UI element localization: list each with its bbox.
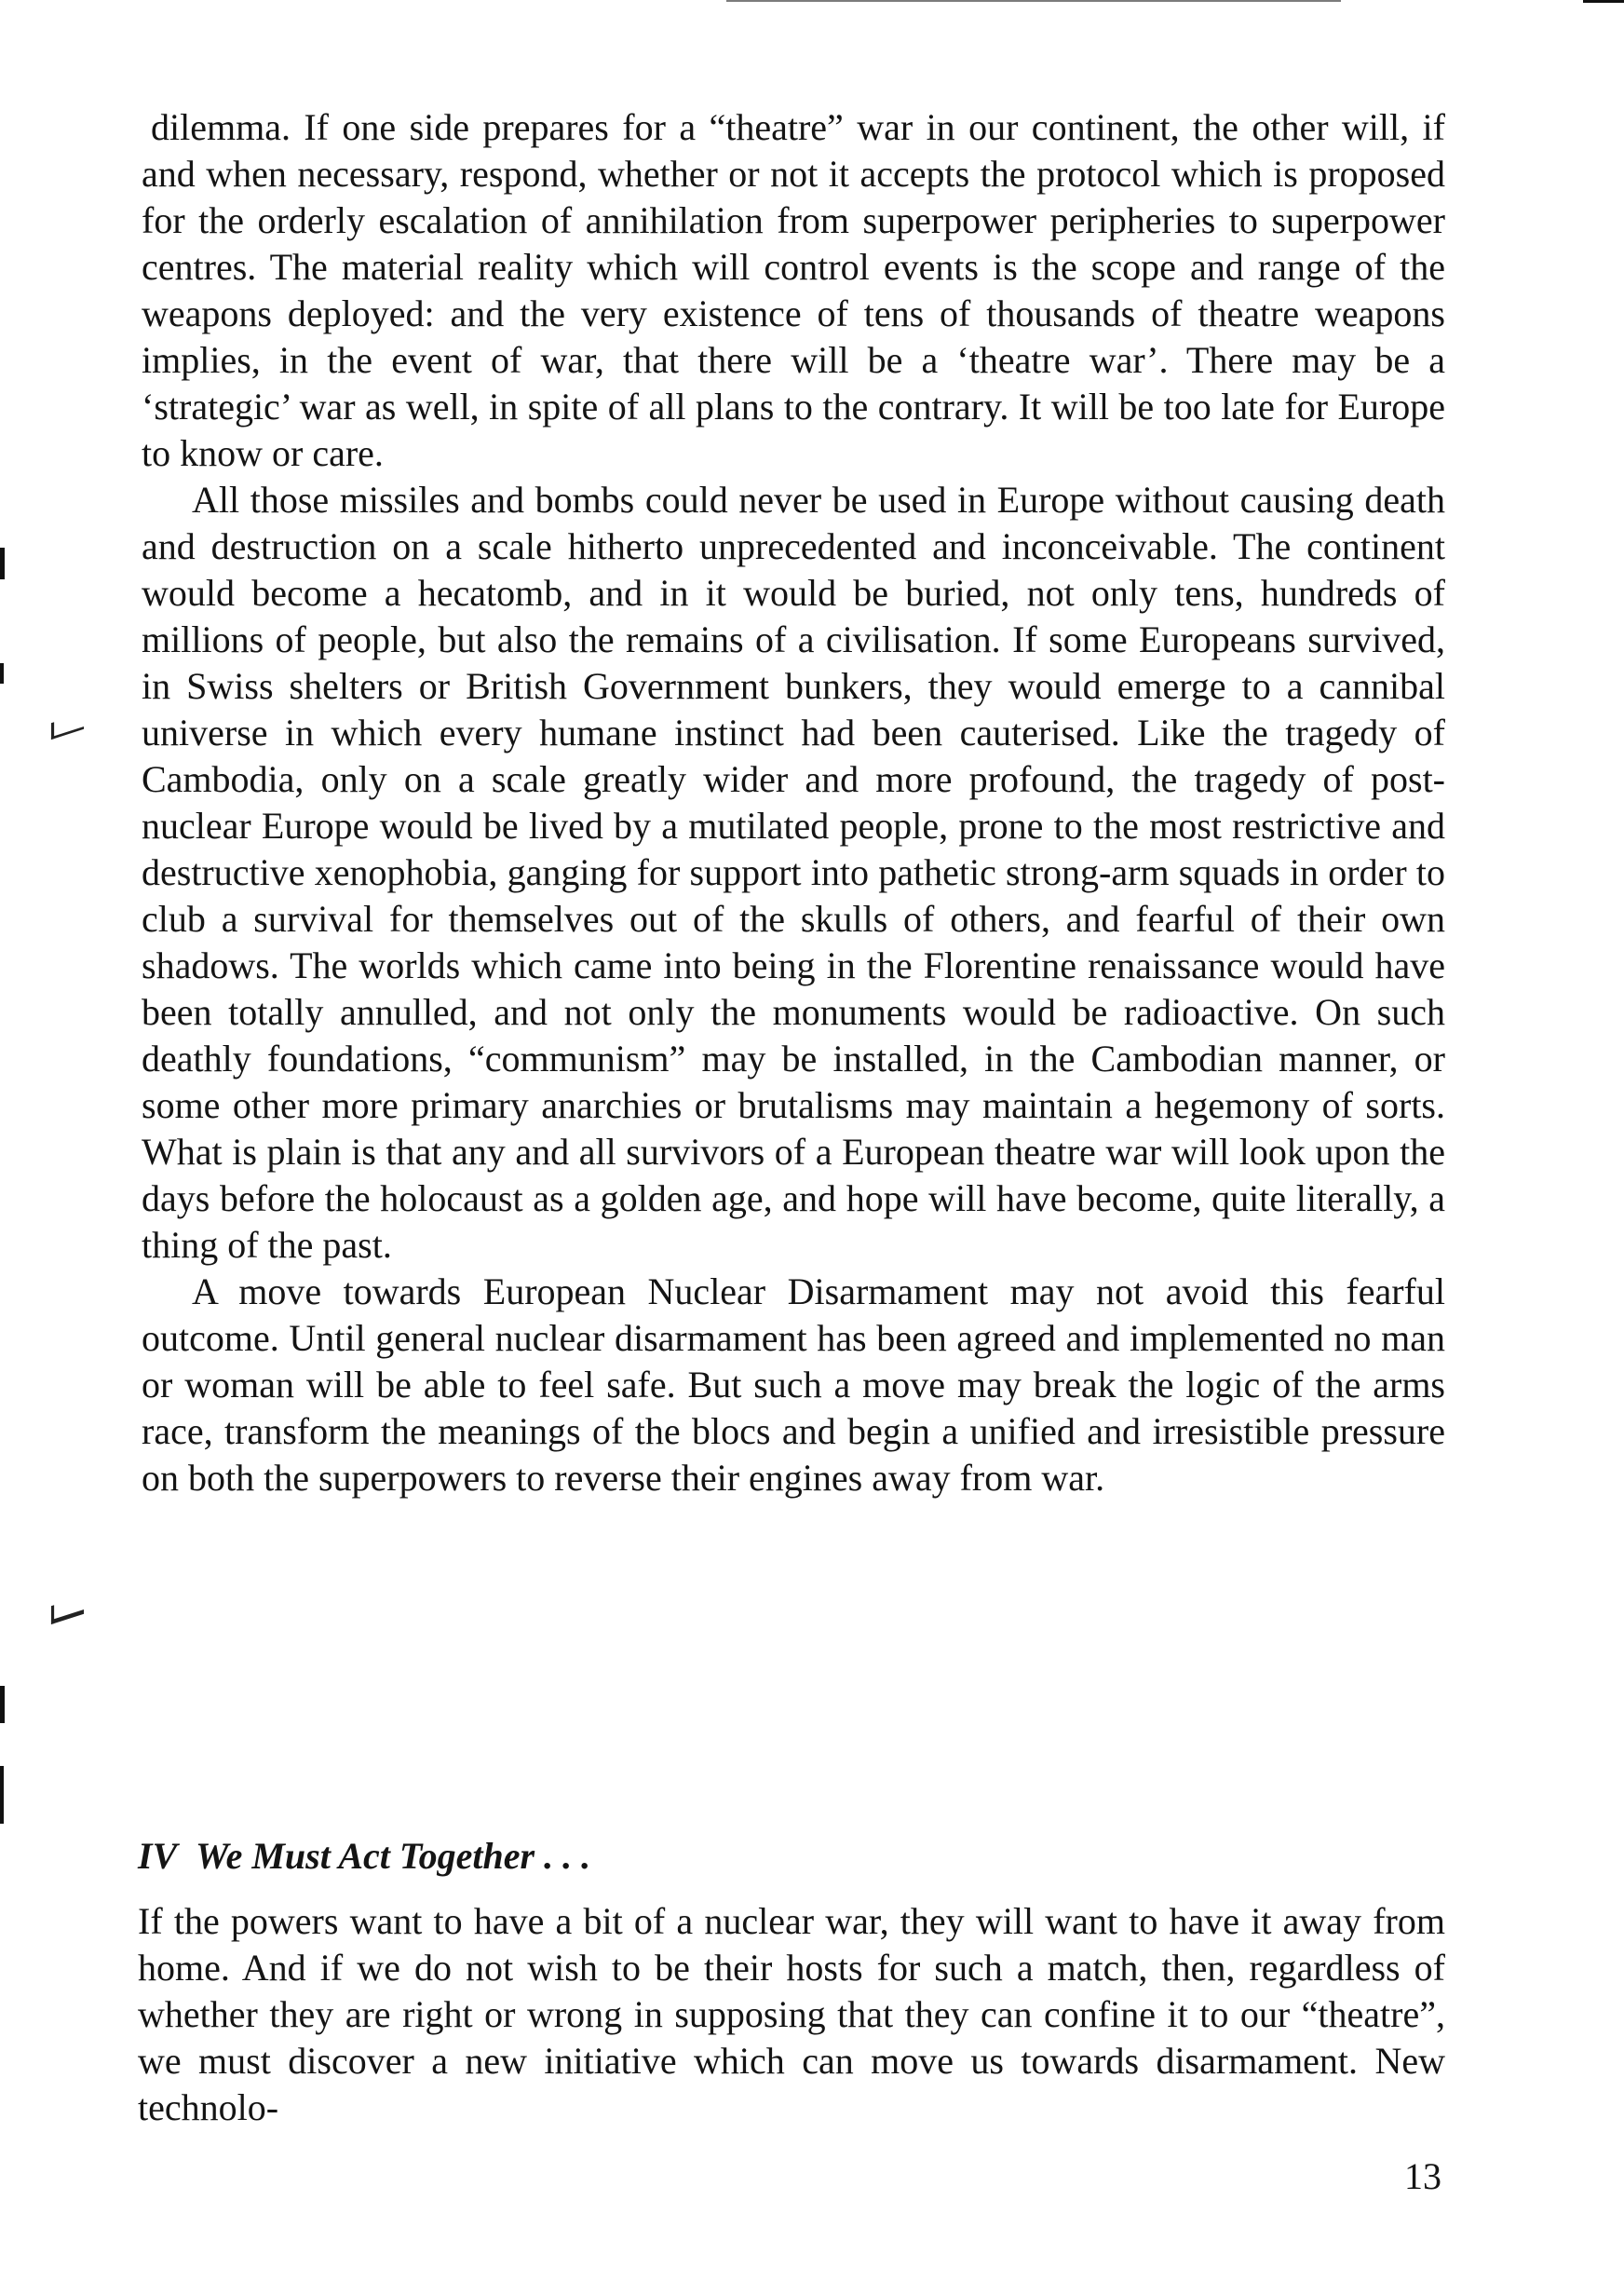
scan-mark bbox=[1583, 0, 1624, 3]
paragraph: A move towards European Nuclear Disarmament may not avoid this fearful outcome. Until general nuclear disarmament has been agreed and implemented no man or woman will be able to feel safe. But such a move may break the logic of the arms race, transform the meanings of the blocs and begin a unified and irresistible pressure on both the superpowers to reverse their engines away from war. bbox=[142, 1270, 1445, 1499]
margin-bar-mark bbox=[0, 548, 5, 579]
paragraph: dilemma. If one side prepares for a “theatre” war in our continent, the other will, if and when necessary, respond, whether or not it accepts the protocol which is proposed for the orderly escalation of annihilation from superpower peripheries to superpower centres. The material reality which will control events is the scope and range of the weapons deployed: and the very existence of tens of thousands of theatre weapons implies, in the event of war, that there will be a ‘theatre war’. There may be a ‘strategic’ war as well, in spite of all plans to the contrary. It will be too late for Europe to know or care. bbox=[142, 106, 1445, 474]
margin-bar-mark bbox=[0, 1686, 5, 1723]
top-scan-rule bbox=[726, 0, 1341, 2]
margin-tick-mark bbox=[51, 713, 84, 740]
section-body-text bbox=[138, 1898, 1445, 2131]
section-heading bbox=[138, 1833, 590, 1880]
section-numeral: IV bbox=[138, 1835, 178, 1877]
paragraph: All those missiles and bombs could never be used in Europe without causing death and destruction on a scale hitherto unprecedented and inconceivable. The continent would become a hecatomb, and in it would be buried, not only tens, hundreds of millions of people, but also the remains of a civilisation. If some Europeans survived, in Swiss shelters or British Government bunkers, they would emerge to a cannibal universe in which every humane instinct had been cauterised. Like the tragedy of Cambodia, only on a scale greatly wider and more profound, the tragedy of post-nuclear Europe would be lived by a mutilated people, prone to the most restrictive and destructive xenophobia, ganging for support into pathetic strong-arm squads in order to club a survival for themselves out of the skulls of others, and fearful of their own shadows. The worlds which came into being in the Florentine renaissance would have been totally annulled, and not only the monuments would be radioactive. On such deathly foundations, “communism” may be installed, in the Cambodian manner, or some other more primary anarchies or brutalisms may maintain a hegemony of sorts. What is plain is that any and all survivors of a European theatre war will look upon the days before the holocaust as a golden age, and hope will have become, quite literally, a thing of the past. bbox=[142, 479, 1445, 1266]
section-title: We Must Act Together . . . bbox=[196, 1835, 591, 1877]
paragraph: If the powers want to have a bit of a nuclear war, they will want to have it away from home. And if we do not wish to be their hosts for such a match, then, regardless of whether they are right or wrong in supposing that they can confine it to our “theatre”, we must discover a new initiative which can move us towards disarmament. New technolo- bbox=[138, 1900, 1445, 2128]
margin-bar-mark bbox=[0, 1766, 4, 1824]
page-number: 13 bbox=[1404, 2155, 1441, 2197]
body-text bbox=[142, 104, 1445, 1501]
margin-bar-mark bbox=[0, 663, 4, 684]
margin-tick-mark bbox=[51, 1596, 84, 1624]
